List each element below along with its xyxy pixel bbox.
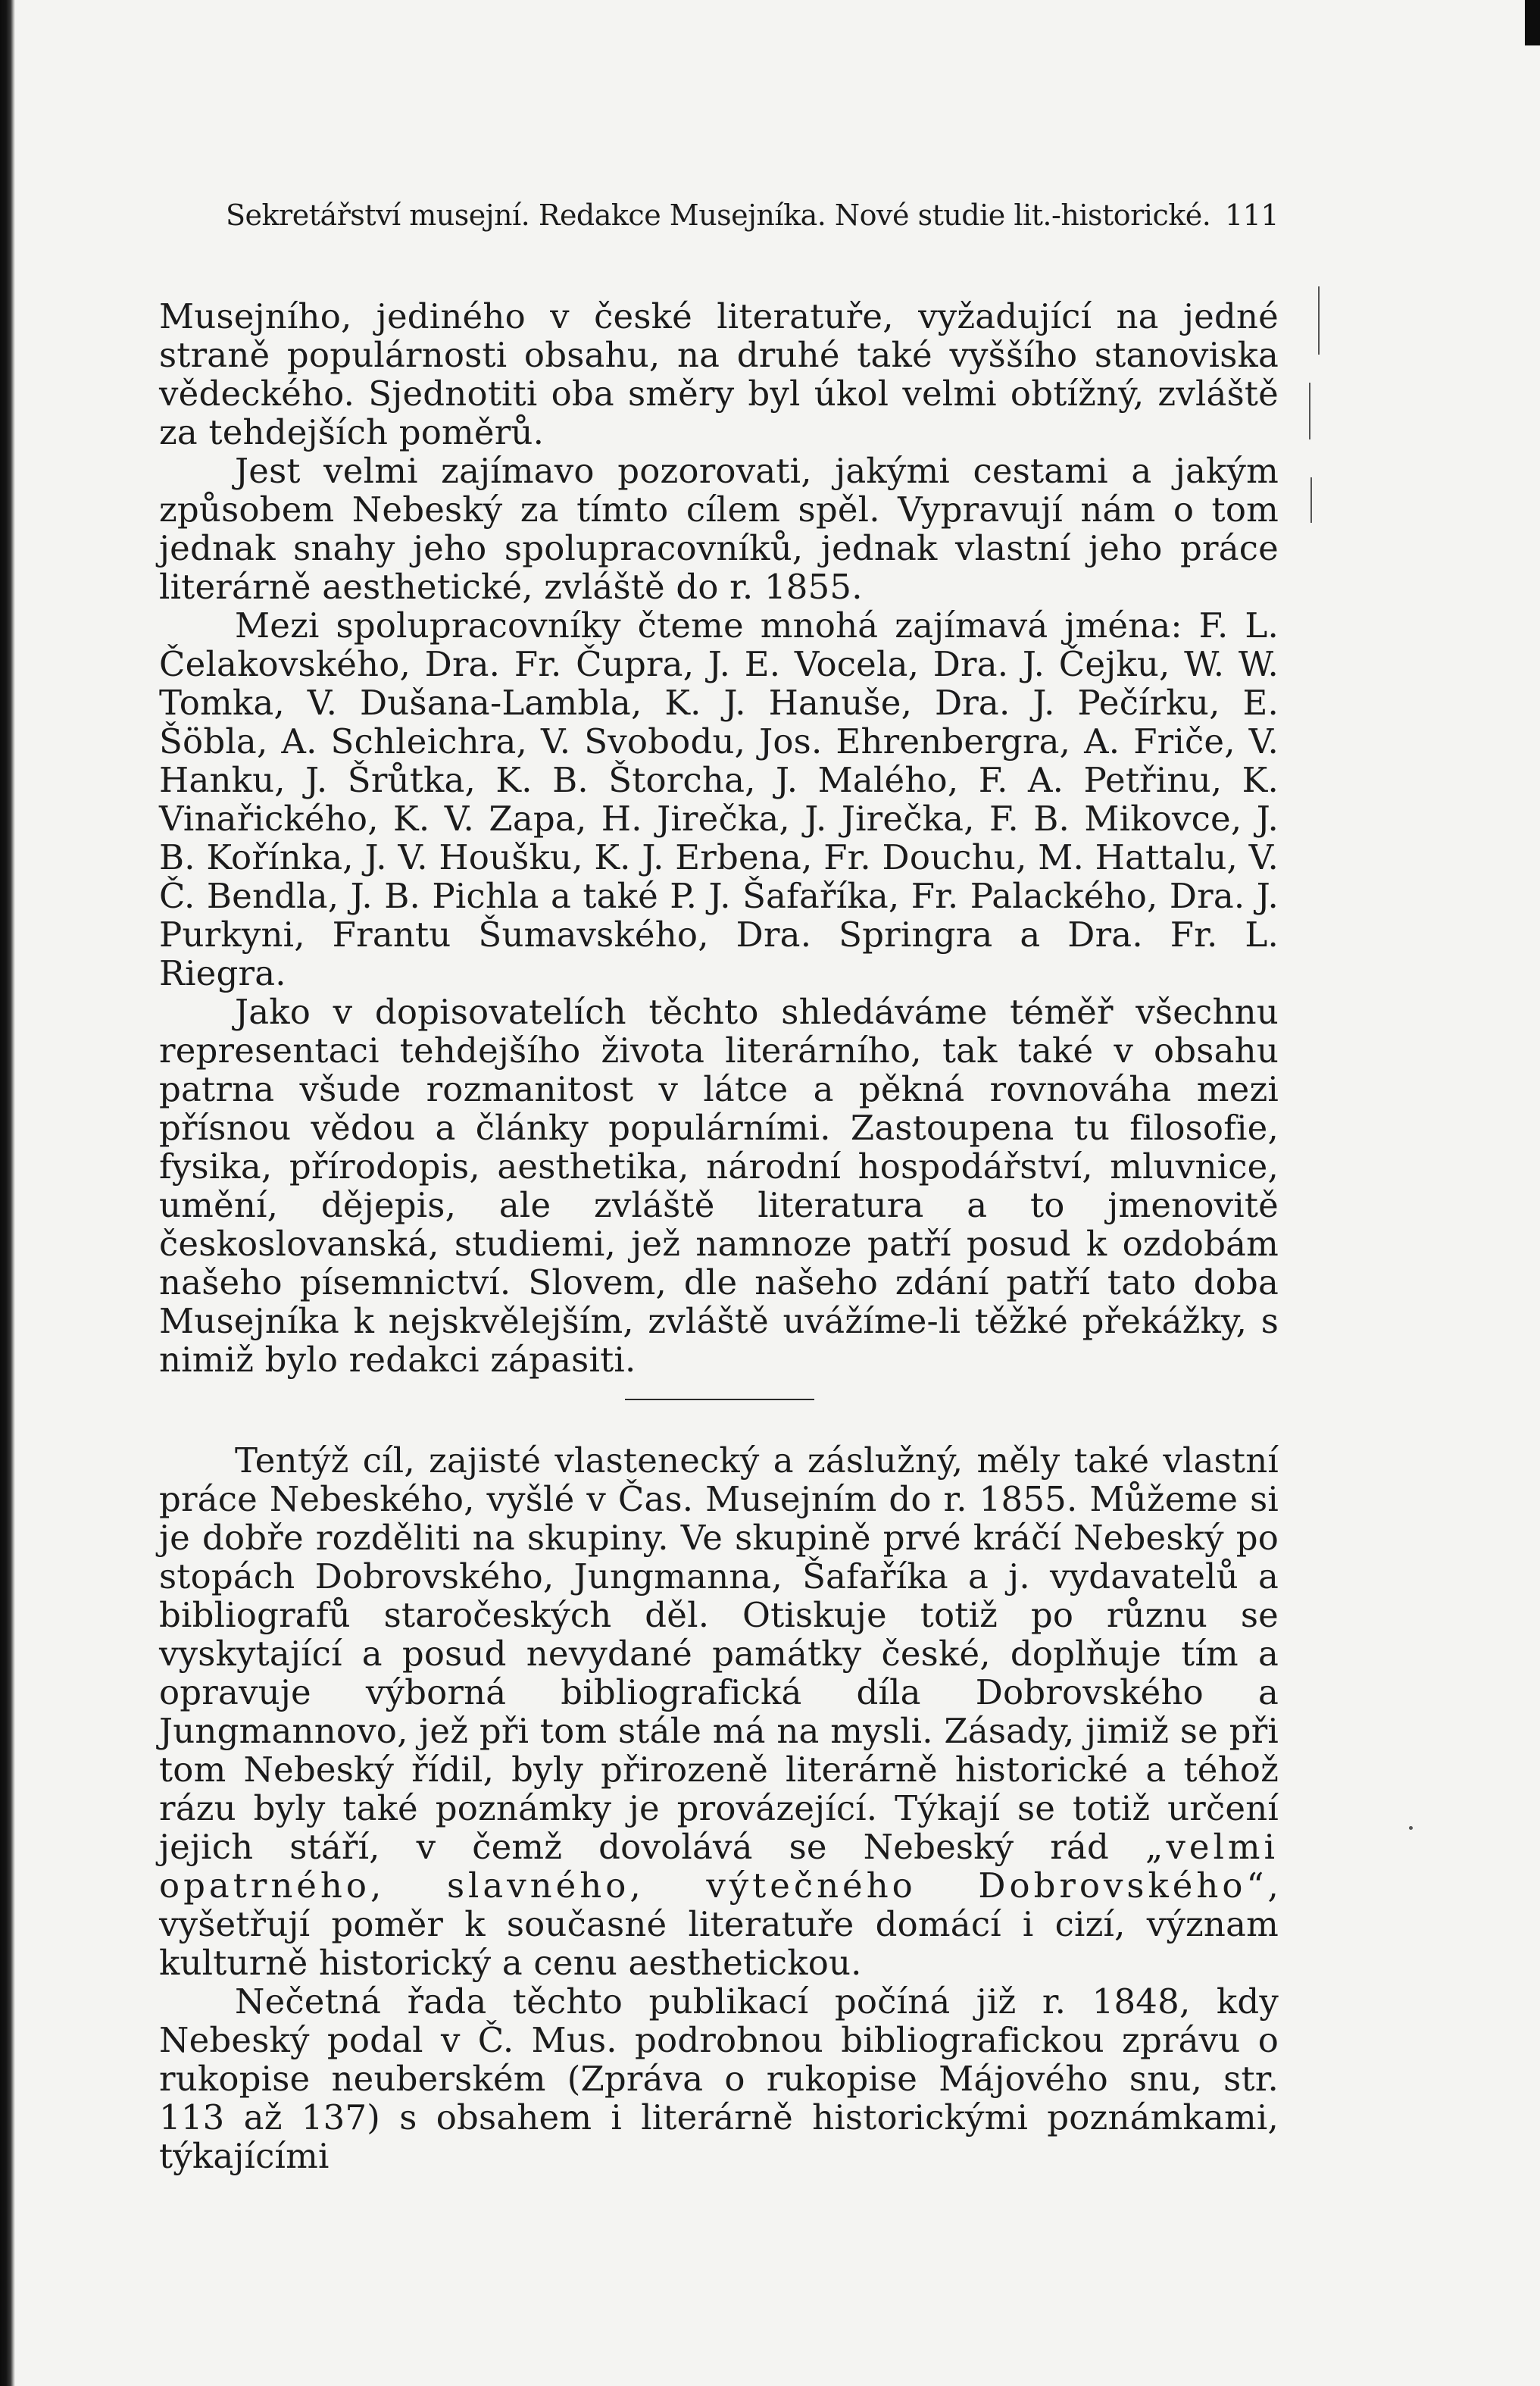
running-header [226, 199, 1279, 232]
running-title: Sekretářství musejní. Redakce Musejníka. Nové studie lit.-historické. [226, 199, 1211, 232]
scan-mark [1309, 383, 1310, 439]
paragraph: Nečetná řada těchto publikací počíná již r. 1848, kdy Nebeský podal v Č. Mus. podrobnou bibliografickou zprávu o rukopise neuberském (Zpráva o rukopise Májového snu, str. 113 až 137) s obsahem i literárně historickými poznámkami, týkajícími [159, 1981, 1279, 2176]
page-number: 111 [1224, 199, 1279, 232]
paragraph-text: , vyšetřují poměr k současné literatuře domácí i cizí, význam kulturně historický a cenu aesthetickou. [159, 1865, 1279, 1983]
section-2 [159, 1441, 1279, 2175]
scan-edge-left [0, 0, 15, 2386]
section-1 [159, 297, 1279, 1379]
scan-mark [1318, 286, 1320, 355]
paragraph [159, 1441, 1279, 1982]
scan-mark [1310, 477, 1312, 523]
paragraph: Jest velmi zajímavo pozorovati, jakými cestami a jakým způsobem Nebeský za tímto cílem spěl. Vypravují nám o tom jednak snahy jeho spolupracovníků, jednak vlastní jeho práce literárně aesthetické, zvláště do r. 1855. [159, 451, 1279, 607]
paragraph: Jako v dopisovatelích těchto shledáváme téměř všechnu representaci tehdejšího života literárního, tak také v obsahu patrna všude rozmanitost v látce a pěkná rovnováha mezi přísnou vědou a články populárními. Zastoupena tu filosofie, fysika, přírodopis, aesthetika, národní hospodářství, mluvnice, umění, dějepis, ale zvláště literatura a to jmenovitě českoslovanská, studiemi, jež namnoze patří posud k ozdobám našeho písemnictví. Slovem, dle našeho zdání patří tato doba Musejníka k nejskvělejším, zvláště uvážíme-li těžké překážky, s nimiž bylo redakci zápasiti. [159, 992, 1279, 1380]
paragraph-contributors: Mezi spolupracovníky čteme mnohá zajímavá jména: F. L. Čelakovského, Dra. Fr. Čupra, J. E. Vocela, Dra. J. Čejku, W. W. Tomka, V. Dušana-Lambla, K. J. Hanuše, Dra. J. Pečírku, E. Šöbla, A. Schleichra, V. Svobodu, Jos. Ehrenbergra, A. Friče, V. Hanku, J. Šrůtka, K. B. Štorcha, J. Malého, F. A. Petřinu, K. Vinařického, K. V. Zapa, H. Jirečka, J. Jirečka, F. B. Mikovce, J. B. Kořínka, J. V. Houšku, K. J. Erbena, Fr. Douchu, M. Hattalu, V. Č. Bendla, J. B. Pichla a také P. J. Šafaříka, Fr. Palackého, Dra. J. Purkyni, Frantu Šumavského, Dra. Springra a Dra. Fr. L. Riegra. [159, 605, 1279, 993]
scan-mark [1409, 1826, 1413, 1830]
quoted-phrase: „velmi opatrného, slavného, výtečného Dobrovského“ [159, 1827, 1279, 1906]
section-divider [625, 1399, 814, 1400]
paragraph-continuation: Musejního, jediného v české literatuře, vyžadující na jedné straně populárnosti obsahu, na druhé také vyššího stanoviska vědeckého. Sjednotiti oba směry byl úkol velmi obtížný, zvláště za tehdejších poměrů. [159, 296, 1279, 452]
paragraph-text: Tentýž cíl, zajisté vlastenecký a záslužný, měly také vlastní práce Nebeského, vyšlé v Čas. Musejním do r. 1855. Můžeme si je dobře rozděliti na skupiny. Ve skupině prvé kráčí Nebeský po stopách Dobrovského, Jungmanna, Šafaříka a j. vydavatelů a bibliografů staročeských děl. Otiskuje totiž po různu se vyskytající a posud nevydané památky české, doplňuje tím a opravuje výborná bibliografická díla Dobrovského a Jungmannovo, jež při tom stále má na mysli. Zásady, jimiž se při tom Nebeský řídil, byly přirozeně literárně historické a téhož rázu byly také poznámky je provázející. Týkají se totiž určení jejich stáří, v čemž dovolává se Nebeský rád [159, 1440, 1279, 1867]
scan-edge-top-right [1525, 0, 1540, 45]
